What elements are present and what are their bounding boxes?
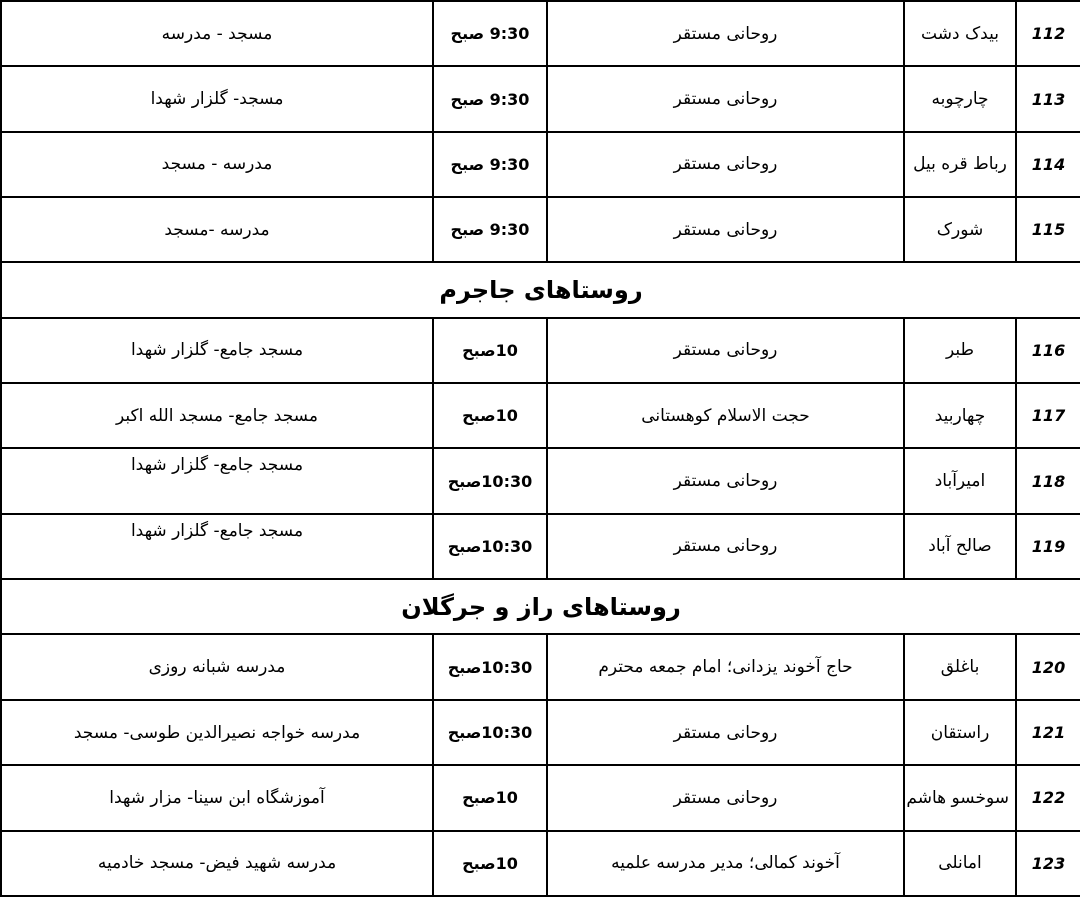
row-number: 118 (1016, 448, 1080, 513)
village-name: چارچوبه (904, 66, 1016, 131)
table-row (1, 318, 1080, 383)
time: 10صبح (433, 765, 547, 830)
village-name: امیرآباد (904, 448, 1016, 513)
time: 10:30صبح (433, 700, 547, 765)
village-name: رباط قره بیل (904, 132, 1016, 197)
village-name: بیدک دشت (904, 1, 1016, 66)
table-row (1, 700, 1080, 765)
time: 10صبح (433, 383, 547, 448)
row-number: 123 (1016, 831, 1080, 896)
venue: مدرسه شهید فیض- مسجد خادمیه (1, 831, 433, 896)
section-title-raz: روستاهای راز و جرگلان (1, 579, 1080, 634)
time: 9:30 صبح (433, 1, 547, 66)
village-name: سوخسو هاشم (904, 765, 1016, 830)
speaker: حجت الاسلام کوهستانی (547, 383, 904, 448)
time: 10:30صبح (433, 634, 547, 699)
venue: مسجد جامع- مسجد الله اکبر (1, 383, 433, 448)
time: 9:30 صبح (433, 132, 547, 197)
venue: مسجد جامع- گلزار شهدا (1, 514, 433, 579)
speaker: روحانی مستقر (547, 514, 904, 579)
row-number: 114 (1016, 132, 1080, 197)
venue: مسجد جامع- گلزار شهدا (1, 318, 433, 383)
time: 10:30صبح (433, 448, 547, 513)
speaker: روحانی مستقر (547, 132, 904, 197)
village-name: راستقان (904, 700, 1016, 765)
section-header-row (1, 262, 1080, 317)
venue: آموزشگاه ابن سینا- مزار شهدا (1, 765, 433, 830)
speaker: آخوند کمالی؛ مدیر مدرسه علمیه (547, 831, 904, 896)
time: 10صبح (433, 831, 547, 896)
venue: مدرسه خواجه نصیرالدین طوسی- مسجد (1, 700, 433, 765)
time: 10صبح (433, 318, 547, 383)
row-number: 113 (1016, 66, 1080, 131)
time: 9:30 صبح (433, 66, 547, 131)
table-row (1, 132, 1080, 197)
row-number: 115 (1016, 197, 1080, 262)
row-number: 119 (1016, 514, 1080, 579)
row-number: 122 (1016, 765, 1080, 830)
venue: مسجد جامع- گلزار شهدا (1, 448, 433, 513)
table-row (1, 383, 1080, 448)
speaker: روحانی مستقر (547, 66, 904, 131)
village-name: باغلق (904, 634, 1016, 699)
row-number: 116 (1016, 318, 1080, 383)
village-name: امانلی (904, 831, 1016, 896)
table-row (1, 1, 1080, 66)
speaker: روحانی مستقر (547, 318, 904, 383)
table-row (1, 197, 1080, 262)
venue: مسجد- گلزار شهدا (1, 66, 433, 131)
venue: مدرسه - مسجد (1, 132, 433, 197)
speaker: روحانی مستقر (547, 765, 904, 830)
table-row (1, 831, 1080, 896)
section-title-jajarm: روستاهای جاجرم (1, 262, 1080, 317)
table-row (1, 448, 1080, 513)
table-row (1, 765, 1080, 830)
table-row (1, 66, 1080, 131)
village-name: چهاربید (904, 383, 1016, 448)
speaker: روحانی مستقر (547, 700, 904, 765)
section-header-row (1, 579, 1080, 634)
table-row (1, 514, 1080, 579)
speaker: روحانی مستقر (547, 448, 904, 513)
row-number: 120 (1016, 634, 1080, 699)
village-name: طبر (904, 318, 1016, 383)
row-number: 117 (1016, 383, 1080, 448)
venue: مسجد - مدرسه (1, 1, 433, 66)
speaker: روحانی مستقر (547, 1, 904, 66)
row-number: 121 (1016, 700, 1080, 765)
time: 9:30 صبح (433, 197, 547, 262)
village-name: صالح آباد (904, 514, 1016, 579)
table-row (1, 634, 1080, 699)
speaker: روحانی مستقر (547, 197, 904, 262)
speaker: حاج آخوند یزدانی؛ امام جمعه محترم (547, 634, 904, 699)
venue: مدرسه شبانه روزی (1, 634, 433, 699)
time: 10:30صبح (433, 514, 547, 579)
village-name: شورک (904, 197, 1016, 262)
row-number: 112 (1016, 1, 1080, 66)
venue: مدرسه -مسجد (1, 197, 433, 262)
